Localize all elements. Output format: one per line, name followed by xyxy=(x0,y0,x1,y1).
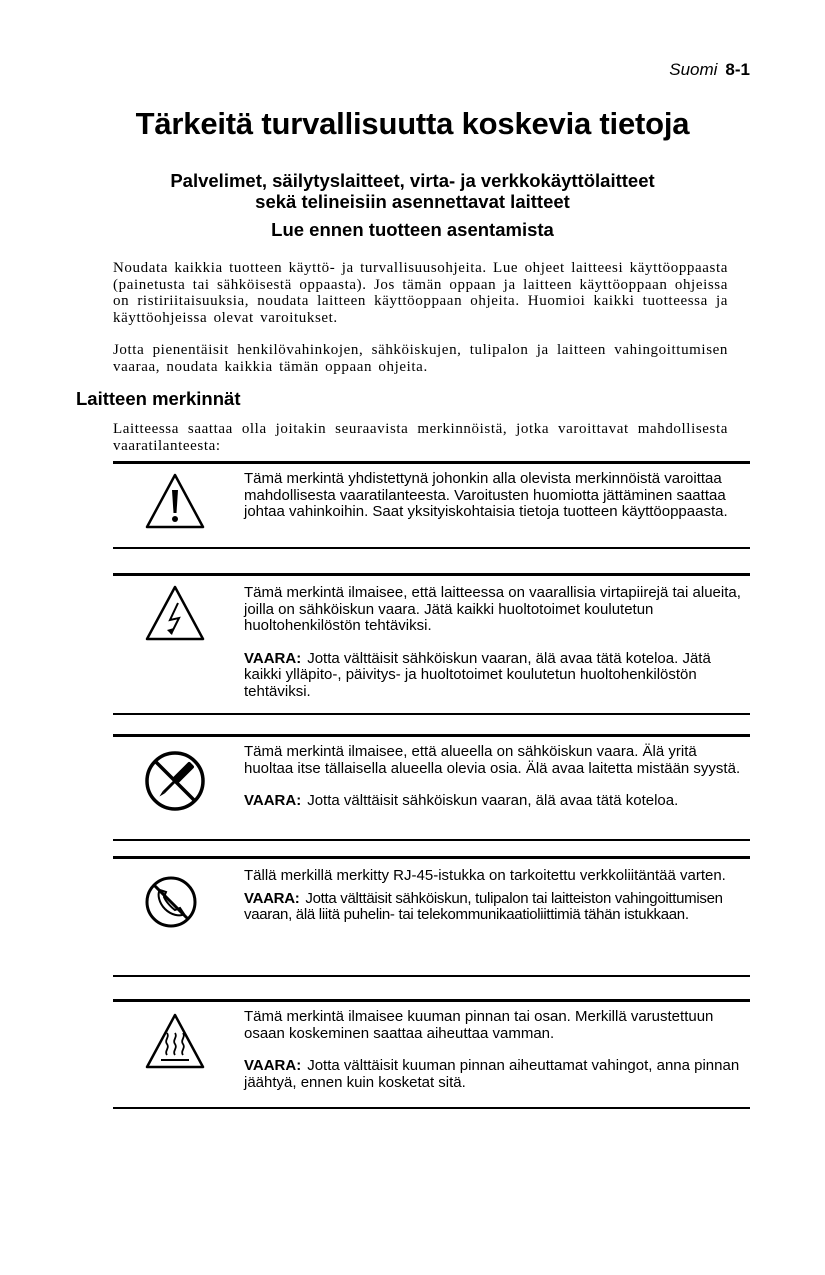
section-heading: Laitteen merkinnät xyxy=(76,388,241,409)
symbol-box-electrical-hazard xyxy=(113,573,750,715)
page-header xyxy=(669,60,750,80)
symbol-box-no-telephone xyxy=(113,856,750,977)
warning-text: Jotta välttäisit sähköiskun vaaran, älä avaa tätä koteloa. xyxy=(307,792,679,809)
symbol-box-hot-surface xyxy=(113,999,750,1109)
symbol-box-no-user-service xyxy=(113,734,750,841)
symbol-description: Tämä merkintä yhdistettynä johonkin alla olevista merkinnöistä varoittaa mahdollisesta vaaratilanteesta. Varoitusten huomiotta jättäminen saattaa johtaa vahinkoihin. Saat yksityiskohtaisia tietoja tuotteen käyttöoppaasta. xyxy=(244,470,728,520)
symbol-description: Tällä merkillä merkitty RJ-45-istukka on tarkoitettu verkkoliitäntää varten. xyxy=(244,867,726,884)
section-intro: Laitteessa saattaa olla joitakin seuraavista merkinnöistä, jotka varoittavat mahdollisesta vaaratilanteesta: xyxy=(113,421,728,454)
hot-surface-icon xyxy=(143,1012,207,1072)
warning-text: Jotta välttäisit sähköiskun, tulipalon tai laitteiston vahingoittumisen vaaran, älä liitä puhelin- tai telekommunikaatioliittimiä tähän istukkaan. xyxy=(244,889,723,923)
warning-paragraph xyxy=(244,891,750,924)
subtitle-block xyxy=(0,170,825,212)
warning-label: VAARA: xyxy=(244,889,300,907)
subtitle-line-3: Lue ennen tuotteen asentamista xyxy=(271,219,554,240)
caution-triangle-icon xyxy=(143,472,207,532)
warning-label: VAARA: xyxy=(244,649,302,667)
symbol-description: Tämä merkintä ilmaisee kuuman pinnan tai osan. Merkillä varustettuun osaan koskeminen saattaa aiheuttaa vamman. xyxy=(244,1008,714,1042)
page-title: Tärkeitä turvallisuutta koskevia tietoja xyxy=(135,106,690,141)
warning-label: VAARA: xyxy=(244,792,302,809)
symbol-description: Tämä merkintä ilmaisee, että laitteessa on vaarallisia virtapiirejä tai alueita, joilla on sähköiskun vaara. Jätä kaikki huoltotoimet koulutetun huoltohenkilöstön tehtäviksi. xyxy=(244,584,741,634)
warning-label: VAARA: xyxy=(244,1057,302,1074)
warning-paragraph xyxy=(244,1058,750,1091)
warning-text: Jotta välttäisit kuuman pinnan aiheuttamat vahingot, anna pinnan jäähtyä, ennen kuin kosketat sitä. xyxy=(244,1057,740,1091)
symbol-description: Tämä merkintä ilmaisee, että alueella on sähköiskun vaara. Älä yritä huoltaa itse tällaisella alueella olevia osia. Älä avaa laitetta mistään syystä. xyxy=(244,743,741,777)
warning-paragraph xyxy=(244,651,750,701)
subtitle-line-1: Palvelimet, säilytyslaitteet, virta- ja verkkokäyttölaitteet xyxy=(170,170,655,191)
no-telephone-icon xyxy=(143,875,207,929)
no-user-service-icon xyxy=(143,749,207,813)
intro-paragraph-1: Noudata kaikkia tuotteen käyttö- ja turvallisuusohjeita. Lue ohjeet laitteesi käyttöoppaasta (painetusta tai sähköisestä oppaasta). Jos tämän oppaan ja laitteen käyttöoppaan ohjeissa on ristiriitaisuuksia, noudata laitteen käyttöoppaan ohjeita. Huomioi kaikki tuotteessa ja käyttöohjeissa olevat varoitukset. xyxy=(113,260,728,326)
warning-text: Jotta välttäisit sähköiskun vaaran, älä avaa tätä koteloa. Jätä kaikki ylläpito-, päivitys- ja huoltotoimet koulutetun huoltohenkilöstön tehtäviksi. xyxy=(244,649,711,700)
header-language: Suomi xyxy=(669,60,718,79)
header-page-number: 8-1 xyxy=(725,60,750,79)
intro-paragraph-2: Jotta pienentäisit henkilövahinkojen, sähköiskujen, tulipalon ja laitteen vahingoittumisen vaaraa, noudata kaikkia tämän oppaan ohjeita. xyxy=(113,342,728,375)
subtitle-line-2: sekä telineisiin asennettavat laitteet xyxy=(255,191,570,212)
symbol-box-caution xyxy=(113,461,750,549)
electrical-hazard-icon xyxy=(143,584,207,644)
warning-paragraph xyxy=(244,793,750,810)
